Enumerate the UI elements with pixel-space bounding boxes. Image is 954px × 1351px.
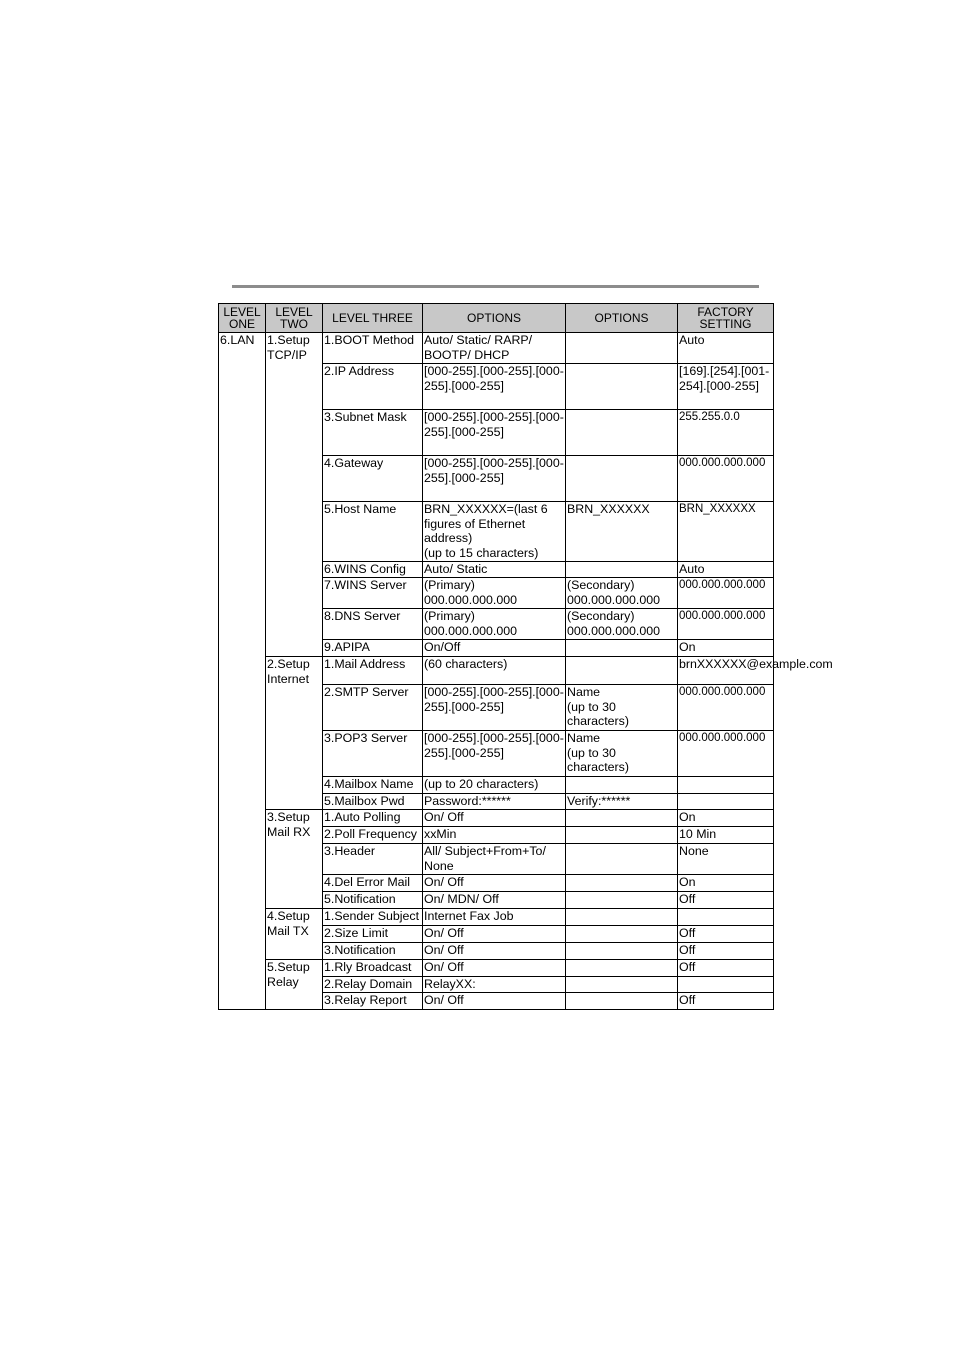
factory-setting-cell: 000.000.000.000 <box>678 685 774 731</box>
options-cell-text: Auto/ Static <box>424 562 488 576</box>
options-2-cell-text: Name <box>567 685 601 699</box>
table-row <box>219 960 774 977</box>
factory-setting-cell: On <box>678 875 774 892</box>
options-2-cell <box>566 909 678 926</box>
options-2-cell <box>566 562 678 578</box>
options-2-cell <box>566 993 678 1010</box>
level-three-cell: 3.Header <box>323 844 423 875</box>
header-level-two: LEVEL TWO <box>266 304 323 333</box>
level-two-cell: 1.Setup TCP/IP <box>266 333 323 657</box>
factory-setting-cell: BRN_XXXXXX <box>678 502 774 562</box>
options-cell-text: [000-255].[000-255].[000-255].[000-255] <box>424 364 564 393</box>
level-two-cell: 2.Setup Internet <box>266 657 323 810</box>
options-cell-text: On/ Off <box>424 960 464 974</box>
options-cell-text: Auto/ Static/ RARP/ BOOTP/ DHCP <box>424 333 533 362</box>
options-cell-text: (Primary) <box>424 609 475 623</box>
options-2-cell-text-2: 000.000.000.000 <box>567 592 661 607</box>
factory-setting-cell: On <box>678 810 774 827</box>
table-row <box>219 333 774 364</box>
options-cell-text: On/ Off <box>424 810 464 824</box>
options-2-cell-text-2: (up to 30 characters) <box>567 699 629 728</box>
options-cell-text: [000-255].[000-255].[000-255].[000-255] <box>424 410 564 439</box>
options-cell <box>423 977 566 993</box>
options-cell <box>423 562 566 578</box>
level-three-cell: 3.Subnet Mask <box>323 410 423 456</box>
options-cell-text: All/ Subject+From+To/ None <box>424 844 546 873</box>
level-three-cell: 2.Poll Frequency <box>323 827 423 844</box>
level-three-cell: 5.Notification <box>323 892 423 909</box>
factory-setting-cell: Off <box>678 960 774 977</box>
options-cell-text: Internet Fax Job <box>424 909 514 923</box>
level-three-cell: 2.IP Address <box>323 364 423 410</box>
options-cell-text: On/ Off <box>424 926 464 940</box>
factory-setting-cell: Off <box>678 993 774 1010</box>
factory-setting-cell: On <box>678 640 774 657</box>
options-2-cell <box>566 578 678 609</box>
level-three-cell: 4.Mailbox Name <box>323 777 423 794</box>
factory-setting-cell: 000.000.000.000 <box>678 731 774 777</box>
options-2-cell <box>566 640 678 657</box>
options-cell <box>423 777 566 794</box>
table-row <box>219 810 774 827</box>
factory-setting-cell: Auto <box>678 333 774 364</box>
options-cell-text: On/ Off <box>424 875 464 889</box>
options-2-cell <box>566 875 678 892</box>
level-three-cell: 4.Del Error Mail <box>323 875 423 892</box>
options-cell <box>423 333 566 364</box>
table-row <box>219 657 774 685</box>
options-cell <box>423 827 566 844</box>
options-cell <box>423 731 566 777</box>
options-cell <box>423 926 566 943</box>
options-cell <box>423 943 566 960</box>
factory-setting-cell: 000.000.000.000 <box>678 609 774 640</box>
options-cell-text: [000-255].[000-255].[000-255].[000-255] <box>424 731 564 760</box>
options-cell <box>423 844 566 875</box>
level-three-cell: 5.Mailbox Pwd <box>323 794 423 810</box>
factory-setting-cell: 000.000.000.000 <box>678 578 774 609</box>
factory-setting-cell <box>678 909 774 926</box>
options-cell <box>423 960 566 977</box>
level-three-cell: 1.BOOT Method <box>323 333 423 364</box>
options-cell-text: (60 characters) <box>424 657 508 671</box>
options-2-cell <box>566 685 678 731</box>
options-cell-text: On/Off <box>424 640 461 654</box>
factory-setting-cell: Off <box>678 926 774 943</box>
level-one-cell: 6.LAN <box>219 333 266 1010</box>
header-row <box>219 304 774 333</box>
factory-setting-cell <box>678 777 774 794</box>
options-cell-text: xxMin <box>424 827 457 841</box>
options-cell <box>423 892 566 909</box>
options-cell <box>423 657 566 685</box>
options-2-cell <box>566 777 678 794</box>
options-2-cell-text: Verify:****** <box>567 794 631 808</box>
options-cell-text: On/ Off <box>424 993 464 1007</box>
options-2-cell <box>566 960 678 977</box>
lan-menu-table <box>218 303 833 1010</box>
options-cell <box>423 875 566 892</box>
options-cell-text: Password:****** <box>424 794 511 808</box>
options-2-cell-text: BRN_XXXXXX <box>567 502 650 516</box>
options-2-cell <box>566 810 678 827</box>
header-level-one: LEVEL ONE <box>219 304 266 333</box>
options-cell <box>423 685 566 731</box>
options-cell <box>423 794 566 810</box>
options-2-cell-text: Name <box>567 731 601 745</box>
options-cell <box>423 609 566 640</box>
table-row <box>219 909 774 926</box>
level-three-cell: 1.Auto Polling <box>323 810 423 827</box>
options-cell-text: (up to 20 characters) <box>424 777 539 791</box>
level-three-cell: 3.Notification <box>323 943 423 960</box>
options-2-cell <box>566 657 678 685</box>
factory-setting-cell: 10 Min <box>678 827 774 844</box>
options-cell-text: BRN_XXXXXX=(last 6 figures of Ethernet address) <box>424 502 548 545</box>
level-three-cell: 9.APIPA <box>323 640 423 657</box>
level-three-cell: 3.POP3 Server <box>323 731 423 777</box>
level-two-cell: 4.Setup Mail TX <box>266 909 323 960</box>
options-cell <box>423 993 566 1010</box>
options-cell-text-2: (up to 15 characters) <box>424 545 539 560</box>
options-2-cell <box>566 410 678 456</box>
options-2-cell <box>566 456 678 502</box>
level-three-cell: 1.Sender Subject <box>323 909 423 926</box>
options-cell-text: [000-255].[000-255].[000-255].[000-255] <box>424 456 564 485</box>
options-cell-text: On/ MDN/ Off <box>424 892 499 906</box>
level-three-cell: 2.SMTP Server <box>323 685 423 731</box>
factory-setting-cell: None <box>678 844 774 875</box>
options-2-cell <box>566 892 678 909</box>
level-three-cell: 8.DNS Server <box>323 609 423 640</box>
options-cell <box>423 909 566 926</box>
level-two-cell: 5.Setup Relay <box>266 960 323 1010</box>
factory-setting-cell: Off <box>678 943 774 960</box>
options-cell <box>423 810 566 827</box>
options-cell-text: RelayXX: <box>424 977 476 991</box>
level-three-cell: 1.Rly Broadcast <box>323 960 423 977</box>
options-2-cell <box>566 794 678 810</box>
factory-setting-cell <box>678 977 774 993</box>
options-cell <box>423 364 566 410</box>
options-2-cell <box>566 364 678 410</box>
factory-setting-cell <box>678 794 774 810</box>
options-2-cell <box>566 827 678 844</box>
options-2-cell-text: (Secondary) <box>567 578 635 592</box>
factory-setting-cell: brnXXXXXX@example.com <box>678 657 774 685</box>
header-options-1: OPTIONS <box>423 304 566 333</box>
options-cell <box>423 502 566 562</box>
level-three-cell: 2.Relay Domain <box>323 977 423 993</box>
options-2-cell <box>566 926 678 943</box>
level-three-cell: 2.Size Limit <box>323 926 423 943</box>
top-rule <box>232 285 759 288</box>
options-cell-text: (Primary) <box>424 578 475 592</box>
options-2-cell <box>566 502 678 562</box>
options-cell <box>423 410 566 456</box>
options-cell-text-2: 000.000.000.000 <box>424 592 518 607</box>
header-level-three: LEVEL THREE <box>323 304 423 333</box>
level-three-cell: 4.Gateway <box>323 456 423 502</box>
factory-setting-cell: 255.255.0.0 <box>678 410 774 456</box>
options-cell <box>423 456 566 502</box>
options-cell <box>423 578 566 609</box>
table-body <box>219 333 833 1010</box>
options-cell-text: On/ Off <box>424 943 464 957</box>
factory-setting-cell: 000.000.000.000 <box>678 456 774 502</box>
options-2-cell-text-2: 000.000.000.000 <box>567 623 661 638</box>
options-cell-text: [000-255].[000-255].[000-255].[000-255] <box>424 685 564 714</box>
options-2-cell-text-2: (up to 30 characters) <box>567 745 629 774</box>
options-2-cell <box>566 609 678 640</box>
factory-setting-cell: [169].[254].[001-254].[000-255] <box>678 364 774 410</box>
header-factory-setting: FACTORY SETTING <box>678 304 774 333</box>
options-cell-text-2: 000.000.000.000 <box>424 623 518 638</box>
options-2-cell <box>566 943 678 960</box>
level-three-cell: 5.Host Name <box>323 502 423 562</box>
level-two-cell: 3.Setup Mail RX <box>266 810 323 909</box>
factory-setting-cell: Off <box>678 892 774 909</box>
options-cell <box>423 640 566 657</box>
options-2-cell <box>566 844 678 875</box>
level-three-cell: 1.Mail Address <box>323 657 423 685</box>
factory-setting-cell: Auto <box>678 562 774 578</box>
level-three-cell: 6.WINS Config <box>323 562 423 578</box>
options-2-cell-text: (Secondary) <box>567 609 635 623</box>
options-2-cell <box>566 333 678 364</box>
level-three-cell: 7.WINS Server <box>323 578 423 609</box>
options-2-cell <box>566 731 678 777</box>
options-2-cell <box>566 977 678 993</box>
level-three-cell: 3.Relay Report <box>323 993 423 1010</box>
header-options-2: OPTIONS <box>566 304 678 333</box>
